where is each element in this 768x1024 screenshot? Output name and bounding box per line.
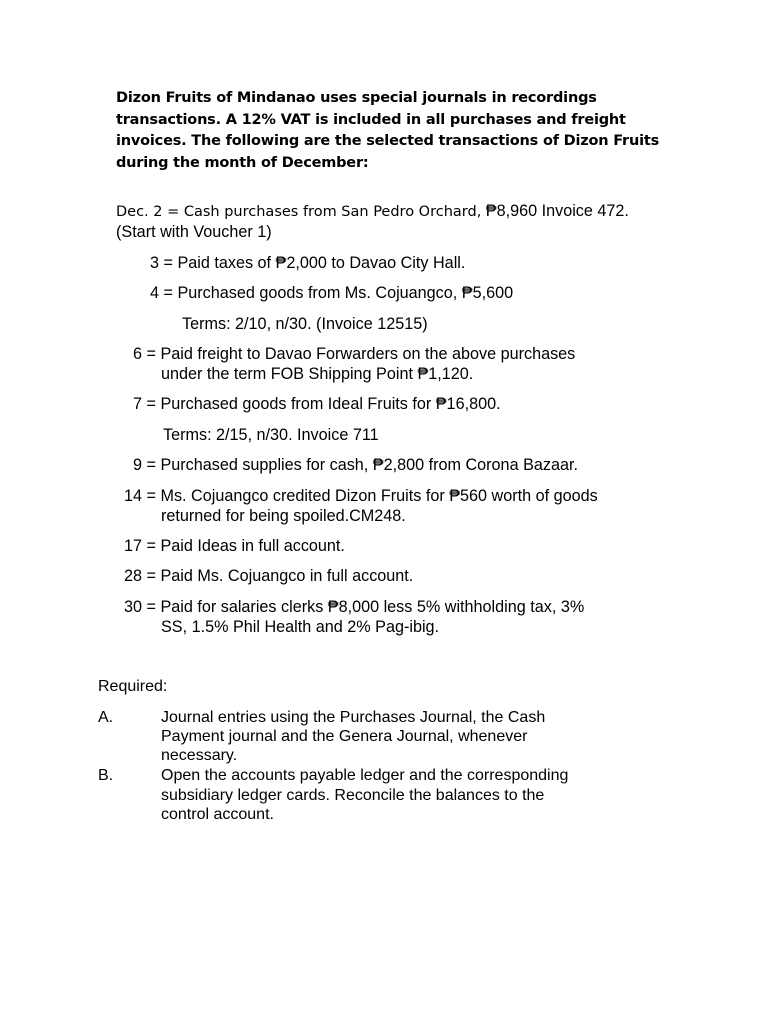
transaction-6: 6 = Paid freight to Davao Forwarders on the above purchases: [133, 345, 576, 363]
intro-paragraph: [116, 88, 660, 174]
transaction-dec-2-amount: ₱8,960 Invoice 472.: [481, 202, 629, 220]
required-a-line-1: Journal entries using the Purchases Journal, the Cash: [161, 709, 546, 726]
required-b-label: B.: [98, 767, 114, 784]
transaction-dec-2: [116, 201, 629, 222]
transaction-dec-2-note: (Start with Voucher 1): [116, 223, 272, 241]
required-heading: Required:: [98, 678, 168, 695]
transaction-30: 30 = Paid for salaries clerks ₱8,000 less 5% withholding tax, 3%: [124, 598, 585, 616]
required-b-line-3: control account.: [161, 806, 274, 823]
intro-line-1: Dizon Fruits of Mindanao uses special journals in recordings: [116, 90, 597, 106]
required-a-line-3: necessary.: [161, 747, 238, 764]
intro-line-3: invoices. The following are the selected transactions of Dizon Fruits: [116, 133, 660, 149]
required-b-line-1: Open the accounts payable ledger and the corresponding: [161, 767, 569, 784]
transaction-17: 17 = Paid Ideas in full account.: [124, 537, 345, 555]
transaction-28: 28 = Paid Ms. Cojuangco in full account.: [124, 567, 414, 585]
transaction-14-line-2: returned for being spoiled.CM248.: [161, 507, 406, 525]
transaction-9: 9 = Purchased supplies for cash, ₱2,800 from Corona Bazaar.: [133, 456, 578, 474]
required-a-label: A.: [98, 709, 114, 726]
transaction-4-terms: Terms: 2/10, n/30. (Invoice 12515): [182, 315, 428, 333]
required-a-line-2: Payment journal and the Genera Journal, whenever: [161, 728, 528, 745]
transaction-30-line-2: SS, 1.5% Phil Health and 2% Pag-ibig.: [161, 618, 440, 636]
transaction-6-line-2: under the term FOB Shipping Point ₱1,120.: [161, 365, 474, 383]
transaction-7: 7 = Purchased goods from Ideal Fruits for ₱16,800.: [133, 395, 501, 413]
transaction-4: 4 = Purchased goods from Ms. Cojuangco, ₱5,600: [150, 284, 514, 302]
transaction-7-terms: Terms: 2/15, n/30. Invoice 711: [163, 426, 379, 444]
intro-line-2: transactions. A 12% VAT is included in all purchases and freight: [116, 111, 626, 128]
transaction-3: 3 = Paid taxes of ₱2,000 to Davao City Hall.: [150, 254, 466, 272]
transaction-dec-2-prefix: Dec. 2 = Cash purchases from San Pedro Orchard,: [116, 204, 482, 220]
required-b-line-2: subsidiary ledger cards. Reconcile the balances to the: [161, 787, 545, 804]
transaction-14: 14 = Ms. Cojuangco credited Dizon Fruits for ₱560 worth of goods: [124, 487, 598, 505]
intro-line-4: during the month of December:: [116, 154, 369, 171]
